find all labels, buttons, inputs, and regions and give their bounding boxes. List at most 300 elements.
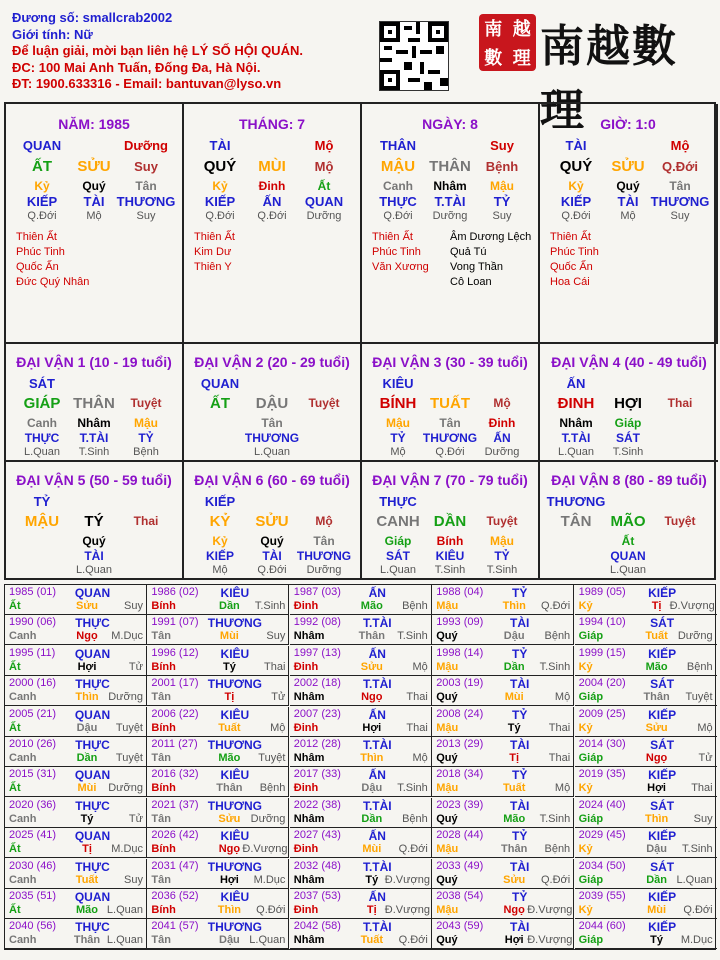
year-chi: Ngọ bbox=[76, 630, 98, 643]
star-name: Phúc Tinh bbox=[16, 246, 65, 258]
year-phase: M.Dục bbox=[111, 843, 143, 856]
year-can: Nhâm bbox=[293, 752, 325, 764]
stars-list bbox=[550, 230, 599, 290]
hidden-god: KIẾP bbox=[26, 194, 58, 209]
star-name: Thiên Ất bbox=[194, 231, 235, 243]
year-can: Đinh bbox=[293, 782, 319, 795]
hidden-god: THƯƠNG bbox=[422, 431, 478, 445]
daivan-3 bbox=[362, 344, 540, 460]
year-cell bbox=[5, 919, 147, 949]
year-phase: L.Quan bbox=[676, 873, 713, 886]
year-phase: Q.Đới bbox=[683, 904, 713, 916]
year-god: KIÊU bbox=[220, 768, 250, 783]
hidden-phase: Mộ bbox=[86, 210, 102, 222]
year-can: Canh bbox=[9, 873, 37, 886]
year-can: Đinh bbox=[293, 904, 319, 916]
year-god: QUAN bbox=[74, 829, 111, 844]
year-can: Kỷ bbox=[578, 904, 593, 916]
year-can: Mậu bbox=[436, 904, 459, 916]
year-cell bbox=[147, 828, 289, 858]
year-god: KIẾP bbox=[648, 586, 677, 600]
year-god: ẤN bbox=[368, 646, 386, 661]
pillar-phase: Bệnh bbox=[485, 159, 519, 174]
year-phase: Tuyệt bbox=[115, 721, 143, 734]
year-phase: Thai bbox=[691, 782, 713, 795]
year-phase: L.Quan bbox=[106, 934, 143, 947]
year-phase: T.Sinh bbox=[682, 843, 713, 856]
hidden-god: KIÊU bbox=[435, 549, 465, 563]
year-phase: Mộ bbox=[270, 721, 286, 734]
year-can: Ất bbox=[9, 782, 21, 795]
year-phase: Bệnh bbox=[402, 600, 428, 612]
daivan-title: ĐẠI VẬN 6 (60 - 69 tuổi) bbox=[194, 472, 350, 488]
hidden-god: THƯƠNG bbox=[650, 194, 710, 209]
year-god: T.TÀI bbox=[362, 616, 392, 631]
year-chi: Mùi bbox=[647, 904, 667, 916]
year-phase: Dưỡng bbox=[250, 812, 286, 825]
year-label: 2009 (25) bbox=[578, 707, 626, 720]
year-chi: Dần bbox=[646, 873, 667, 886]
year-chi: Mùi bbox=[504, 691, 524, 704]
year-phase: Tuyệt bbox=[685, 691, 713, 704]
year-can: Mậu bbox=[436, 600, 459, 612]
daivan-can: TÂN bbox=[560, 513, 592, 530]
hidden-stem: Quý bbox=[616, 179, 640, 193]
year-phase: Q.Đới bbox=[540, 600, 571, 612]
year-can: Đinh bbox=[293, 721, 319, 734]
year-chi: Thân bbox=[358, 630, 385, 643]
hidden-phase: Q.Đới bbox=[257, 210, 287, 222]
year-can: Quý bbox=[436, 812, 458, 825]
star-name: Quốc Ấn bbox=[550, 261, 593, 273]
year-chi: Dậu bbox=[503, 630, 525, 643]
year-god: QUAN bbox=[74, 707, 111, 722]
year-cell bbox=[5, 615, 147, 645]
hidden-stem: Giáp bbox=[384, 534, 412, 548]
year-god: THỰC bbox=[75, 920, 110, 935]
year-phase: Đ.Vượng bbox=[527, 904, 573, 916]
year-can: Bính bbox=[151, 782, 176, 795]
year-can: Bính bbox=[151, 721, 176, 734]
year-chi: Dần bbox=[219, 600, 240, 612]
daivan-title: ĐẠI VẬN 2 (20 - 29 tuổi) bbox=[194, 354, 350, 370]
year-chi: Dậu bbox=[646, 843, 667, 856]
year-chi: Tuất bbox=[360, 934, 383, 947]
year-phase: M.Dục bbox=[680, 934, 713, 947]
year-can: Canh bbox=[9, 812, 37, 825]
year-chi: Sửu bbox=[645, 721, 668, 734]
hidden-god: T.TÀI bbox=[561, 431, 591, 445]
year-chi: Hợi bbox=[219, 873, 239, 886]
year-cell bbox=[432, 585, 574, 615]
year-phase: Bệnh bbox=[259, 782, 286, 795]
year-label: 1989 (05) bbox=[578, 586, 626, 598]
daivan-god: THƯƠNG bbox=[546, 494, 606, 509]
year-can: Quý bbox=[436, 752, 458, 764]
year-god: TÀI bbox=[510, 859, 530, 874]
daivan-can: KỶ bbox=[209, 513, 231, 530]
year-can: Giáp bbox=[578, 691, 604, 704]
year-label: 1993 (09) bbox=[436, 616, 484, 629]
daivan-phase: Tuyệt bbox=[308, 396, 340, 410]
pillar-chi: SỬU bbox=[611, 158, 645, 175]
year-label: 2015 (31) bbox=[9, 768, 57, 781]
year-can: Ất bbox=[9, 721, 21, 734]
year-label: 2017 (33) bbox=[293, 768, 341, 781]
year-label: 2020 (36) bbox=[9, 798, 57, 811]
year-chi: Sửu bbox=[218, 812, 241, 825]
star-name: Quả Tú bbox=[450, 246, 487, 258]
year-phase: Đ.Vượng bbox=[384, 873, 430, 886]
hidden-stem: Kỷ bbox=[568, 179, 584, 193]
year-god: TÀI bbox=[510, 677, 530, 692]
hidden-stem: Tân bbox=[313, 534, 335, 548]
year-god: KIẾP bbox=[648, 768, 677, 783]
hidden-phase: Q.Đới bbox=[257, 564, 287, 576]
daivan-can: BÍNH bbox=[379, 395, 417, 412]
year-label: 2000 (16) bbox=[9, 677, 57, 690]
year-cell bbox=[5, 646, 147, 676]
year-cell bbox=[147, 919, 289, 949]
year-god: TỶ bbox=[512, 646, 528, 661]
year-god: TỶ bbox=[512, 707, 528, 722]
year-god: THỰC bbox=[75, 677, 110, 692]
year-cell bbox=[432, 828, 574, 858]
year-phase: Đ.Vượng bbox=[384, 904, 430, 916]
pillar-title: NGÀY: 8 bbox=[422, 116, 478, 132]
year-chi: Thân bbox=[643, 691, 670, 704]
year-phase: L.Quan bbox=[106, 904, 143, 916]
year-can: Bính bbox=[151, 600, 176, 612]
year-cell bbox=[290, 615, 432, 645]
year-can: Ất bbox=[9, 843, 21, 856]
year-can: Đinh bbox=[293, 600, 319, 612]
daivan-phase: Thai bbox=[667, 396, 693, 410]
year-chi: Tuất bbox=[645, 630, 668, 643]
year-label: 2030 (46) bbox=[9, 859, 57, 872]
year-cell bbox=[432, 707, 574, 737]
year-can: Canh bbox=[9, 691, 37, 704]
year-phase: L.Quan bbox=[249, 934, 286, 947]
hidden-stem: Tân bbox=[261, 416, 283, 430]
hidden-phase: Q.Đới bbox=[27, 210, 57, 222]
year-chi: Mão bbox=[218, 752, 241, 764]
year-label: 2027 (43) bbox=[293, 829, 341, 842]
year-phase: M.Dục bbox=[111, 630, 143, 643]
year-chi: Thìn bbox=[217, 904, 241, 916]
year-label: 2025 (41) bbox=[9, 829, 57, 842]
year-cell bbox=[432, 676, 574, 706]
hidden-stem: Mậu bbox=[134, 416, 158, 430]
year-phase: Dưỡng bbox=[677, 630, 713, 643]
year-label: 1985 (01) bbox=[9, 586, 57, 598]
year-label: 1998 (14) bbox=[436, 646, 484, 659]
year-chi: Thìn bbox=[644, 812, 669, 825]
year-can: Nhâm bbox=[293, 812, 325, 825]
year-god: SÁT bbox=[650, 738, 675, 752]
hidden-phase: Q.Đới bbox=[561, 210, 591, 222]
year-can: Giáp bbox=[578, 873, 604, 886]
year-label: 2022 (38) bbox=[293, 798, 341, 811]
year-phase: Tuyệt bbox=[115, 752, 143, 764]
daivan-title: ĐẠI VẬN 3 (30 - 39 tuổi) bbox=[372, 354, 528, 370]
hidden-god: TÀI bbox=[84, 549, 104, 563]
hidden-phase: Dưỡng bbox=[306, 210, 342, 222]
year-phase: T.Sinh bbox=[254, 600, 286, 612]
daivan-title: ĐẠI VẬN 5 (50 - 59 tuổi) bbox=[16, 472, 172, 488]
header-line2: Giới tính: Nữ bbox=[12, 26, 93, 42]
daivan-chi: HỢI bbox=[614, 395, 642, 412]
year-god: T.TÀI bbox=[362, 859, 392, 874]
daivan-4 bbox=[540, 344, 718, 460]
year-can: Kỷ bbox=[578, 721, 593, 734]
pillar-god: TÀI bbox=[565, 138, 587, 153]
qr-code-icon bbox=[379, 21, 449, 91]
year-god: ẤN bbox=[368, 707, 386, 722]
year-can: Kỷ bbox=[578, 660, 593, 673]
year-cell bbox=[290, 737, 432, 767]
year-label: 2035 (51) bbox=[9, 890, 57, 902]
daivan-god: KIÊU bbox=[382, 376, 414, 391]
star-name: Phúc Tinh bbox=[550, 246, 599, 258]
year-chi: Ngọ bbox=[361, 691, 383, 704]
year-label: 2028 (44) bbox=[436, 829, 484, 842]
hidden-god: TỶ bbox=[390, 431, 406, 445]
year-god: TỶ bbox=[512, 586, 528, 600]
year-cell bbox=[5, 859, 147, 889]
year-god: TÀI bbox=[510, 738, 530, 752]
daivan-god: SÁT bbox=[29, 376, 55, 391]
year-cell bbox=[290, 585, 432, 615]
year-god: THƯƠNG bbox=[207, 920, 262, 935]
hidden-stem: Nhâm bbox=[77, 416, 111, 430]
hidden-god: TỶ bbox=[494, 549, 510, 563]
year-cell bbox=[575, 919, 717, 949]
year-can: Tân bbox=[151, 752, 171, 764]
year-cell bbox=[5, 676, 147, 706]
year-cell bbox=[432, 767, 574, 797]
year-chi: Ngọ bbox=[503, 904, 525, 916]
year-can: Canh bbox=[9, 934, 37, 947]
year-label: 2031 (47) bbox=[151, 859, 199, 872]
year-can: Bính bbox=[151, 660, 176, 673]
star-name: Thiên Ất bbox=[372, 231, 413, 243]
year-label: 1986 (02) bbox=[151, 586, 199, 598]
year-chi: Sửu bbox=[503, 873, 526, 886]
hidden-phase: T.Sinh bbox=[486, 564, 518, 576]
hidden-god: SÁT bbox=[616, 431, 640, 445]
year-cell bbox=[575, 585, 717, 615]
year-god: KIÊU bbox=[220, 890, 250, 904]
year-can: Mậu bbox=[436, 660, 459, 673]
hidden-god: QUAN bbox=[304, 194, 344, 209]
hidden-stem: Nhâm bbox=[433, 179, 467, 193]
year-phase: M.Dục bbox=[253, 873, 286, 886]
hidden-stem: Tân bbox=[135, 179, 157, 193]
year-god: TÀI bbox=[510, 920, 530, 935]
year-chi: Tị bbox=[224, 691, 235, 704]
year-cell bbox=[575, 615, 717, 645]
year-god: THỰC bbox=[75, 859, 110, 874]
year-god: SÁT bbox=[650, 616, 675, 631]
year-phase: Dưỡng bbox=[108, 782, 143, 795]
year-god: TỶ bbox=[512, 768, 528, 783]
hidden-stem: Ất bbox=[621, 534, 635, 548]
star-name: Quốc Ấn bbox=[16, 261, 59, 273]
year-god: THỰC bbox=[75, 798, 110, 813]
year-god: TỶ bbox=[512, 890, 528, 904]
year-chi: Dần bbox=[76, 752, 98, 764]
daivan-7 bbox=[362, 462, 540, 578]
year-cell bbox=[432, 646, 574, 676]
year-label: 2039 (55) bbox=[578, 890, 626, 902]
year-phase: Mộ bbox=[554, 782, 571, 795]
stars-list bbox=[194, 230, 235, 275]
hidden-stem: Bính bbox=[436, 534, 464, 548]
year-phase: Mộ bbox=[554, 691, 571, 704]
year-label: 2024 (40) bbox=[578, 798, 626, 811]
pillar-chi: THÂN bbox=[429, 158, 471, 175]
year-god: QUAN bbox=[74, 586, 111, 600]
year-label: 2013 (29) bbox=[436, 738, 484, 750]
hidden-god: THỰC bbox=[379, 194, 417, 209]
year-cell bbox=[575, 767, 717, 797]
year-god: THƯƠNG bbox=[207, 798, 262, 813]
daivan-2 bbox=[184, 344, 362, 460]
year-can: Mậu bbox=[436, 721, 459, 734]
star-name: Kim Dư bbox=[194, 246, 232, 258]
year-can: Tân bbox=[151, 812, 171, 825]
daivan-can: ẤT bbox=[210, 395, 230, 412]
hidden-god: TÀI bbox=[83, 194, 105, 209]
pillar-can: MẬU bbox=[380, 158, 416, 175]
year-god: THỰC bbox=[75, 738, 110, 752]
hidden-god: KIẾP bbox=[205, 549, 234, 563]
star-name: Cô Loan bbox=[450, 276, 492, 288]
pillar-0 bbox=[6, 104, 184, 342]
hidden-stem: Canh bbox=[27, 416, 57, 430]
year-cell bbox=[5, 828, 147, 858]
year-cell bbox=[147, 646, 289, 676]
daivan-1 bbox=[6, 344, 184, 460]
year-cell bbox=[147, 707, 289, 737]
daivan-god: KIẾP bbox=[204, 494, 236, 509]
daivan-chi: SỬU bbox=[255, 513, 289, 530]
red-seal-icon: 南 越 數 理 bbox=[479, 14, 536, 71]
year-god: QUAN bbox=[74, 890, 111, 904]
year-can: Mậu bbox=[436, 782, 459, 795]
year-cell bbox=[290, 859, 432, 889]
daivan-title: ĐẠI VẬN 1 (10 - 19 tuổi) bbox=[16, 354, 172, 370]
hidden-god: TÀI bbox=[617, 194, 639, 209]
year-can: Tân bbox=[151, 873, 171, 886]
pillar-god2: Mộ bbox=[670, 138, 690, 153]
year-chi: Tý bbox=[222, 660, 236, 673]
year-cell bbox=[432, 919, 574, 949]
year-can: Nhâm bbox=[293, 873, 325, 886]
pillar-god2: Mộ bbox=[314, 138, 334, 153]
year-cell bbox=[5, 767, 147, 797]
hidden-phase: T.Sinh bbox=[612, 446, 644, 458]
year-can: Ất bbox=[9, 904, 21, 916]
year-god: THƯƠNG bbox=[207, 859, 262, 874]
year-cell bbox=[575, 828, 717, 858]
year-can: Quý bbox=[436, 934, 458, 947]
year-label: 1992 (08) bbox=[293, 616, 341, 629]
hidden-phase: Q.Đới bbox=[205, 210, 235, 222]
year-label: 2029 (45) bbox=[578, 829, 626, 842]
pillar-god: THÂN bbox=[379, 138, 417, 153]
year-cell bbox=[575, 676, 717, 706]
pillar-god2: Dưỡng bbox=[124, 138, 168, 153]
hidden-phase: Dưỡng bbox=[306, 564, 342, 576]
year-label: 2023 (39) bbox=[436, 798, 484, 811]
year-can: Giáp bbox=[578, 752, 604, 764]
star-name: Hoa Cái bbox=[550, 276, 590, 288]
hidden-stem: Mậu bbox=[490, 534, 514, 548]
year-label: 2016 (32) bbox=[151, 768, 199, 781]
year-chi: Sửu bbox=[360, 660, 383, 673]
year-phase: T.Sinh bbox=[397, 782, 428, 795]
hidden-phase: Q.Đới bbox=[435, 446, 465, 458]
daivan-5 bbox=[6, 462, 184, 578]
pillar-chi: MÙI bbox=[258, 158, 286, 175]
year-cell bbox=[575, 798, 717, 828]
pillar-chi: SỬU bbox=[77, 158, 111, 175]
hidden-god: KIẾP bbox=[204, 194, 236, 209]
year-label: 2043 (59) bbox=[436, 920, 484, 933]
year-cell bbox=[432, 737, 574, 767]
hidden-phase: Q.Đới bbox=[383, 210, 413, 222]
year-label: 2011 (27) bbox=[151, 738, 198, 750]
year-can: Ất bbox=[9, 600, 21, 612]
hidden-phase: Mộ bbox=[390, 446, 406, 458]
year-cell bbox=[5, 889, 147, 919]
hidden-phase: Suy bbox=[670, 210, 690, 222]
pillar-god2: Suy bbox=[490, 138, 514, 153]
year-god: SÁT bbox=[650, 798, 675, 813]
hidden-god: TỶ bbox=[138, 431, 154, 445]
year-cell bbox=[290, 707, 432, 737]
year-phase: Đ.Vượng bbox=[527, 934, 573, 947]
year-chi: Hợi bbox=[362, 721, 382, 734]
year-can: Quý bbox=[436, 630, 458, 643]
daivan-god: TỶ bbox=[33, 494, 51, 509]
year-can: Kỷ bbox=[578, 843, 593, 856]
hidden-god: THƯƠNG bbox=[296, 549, 352, 563]
year-can: Tân bbox=[151, 691, 171, 704]
year-label: 2044 (60) bbox=[578, 920, 626, 933]
year-cell bbox=[432, 889, 574, 919]
year-label: 2010 (26) bbox=[9, 738, 57, 750]
year-label: 2002 (18) bbox=[293, 677, 341, 690]
pillar-phase: Q.Đới bbox=[662, 159, 698, 174]
year-phase: Tử bbox=[698, 752, 713, 764]
year-cell bbox=[432, 859, 574, 889]
pillar-can: QUÝ bbox=[559, 158, 593, 175]
header-info bbox=[12, 10, 303, 93]
year-cell bbox=[290, 919, 432, 949]
year-god: ẤN bbox=[368, 586, 386, 600]
stars-list bbox=[372, 230, 429, 275]
year-cell bbox=[147, 859, 289, 889]
year-phase: Suy bbox=[124, 873, 143, 886]
year-phase: T.Sinh bbox=[539, 660, 571, 673]
hidden-phase: T.Sinh bbox=[434, 564, 466, 576]
year-label: 1994 (10) bbox=[578, 616, 626, 629]
pillar-3 bbox=[540, 104, 718, 342]
year-phase: Q.Đới bbox=[256, 904, 286, 916]
